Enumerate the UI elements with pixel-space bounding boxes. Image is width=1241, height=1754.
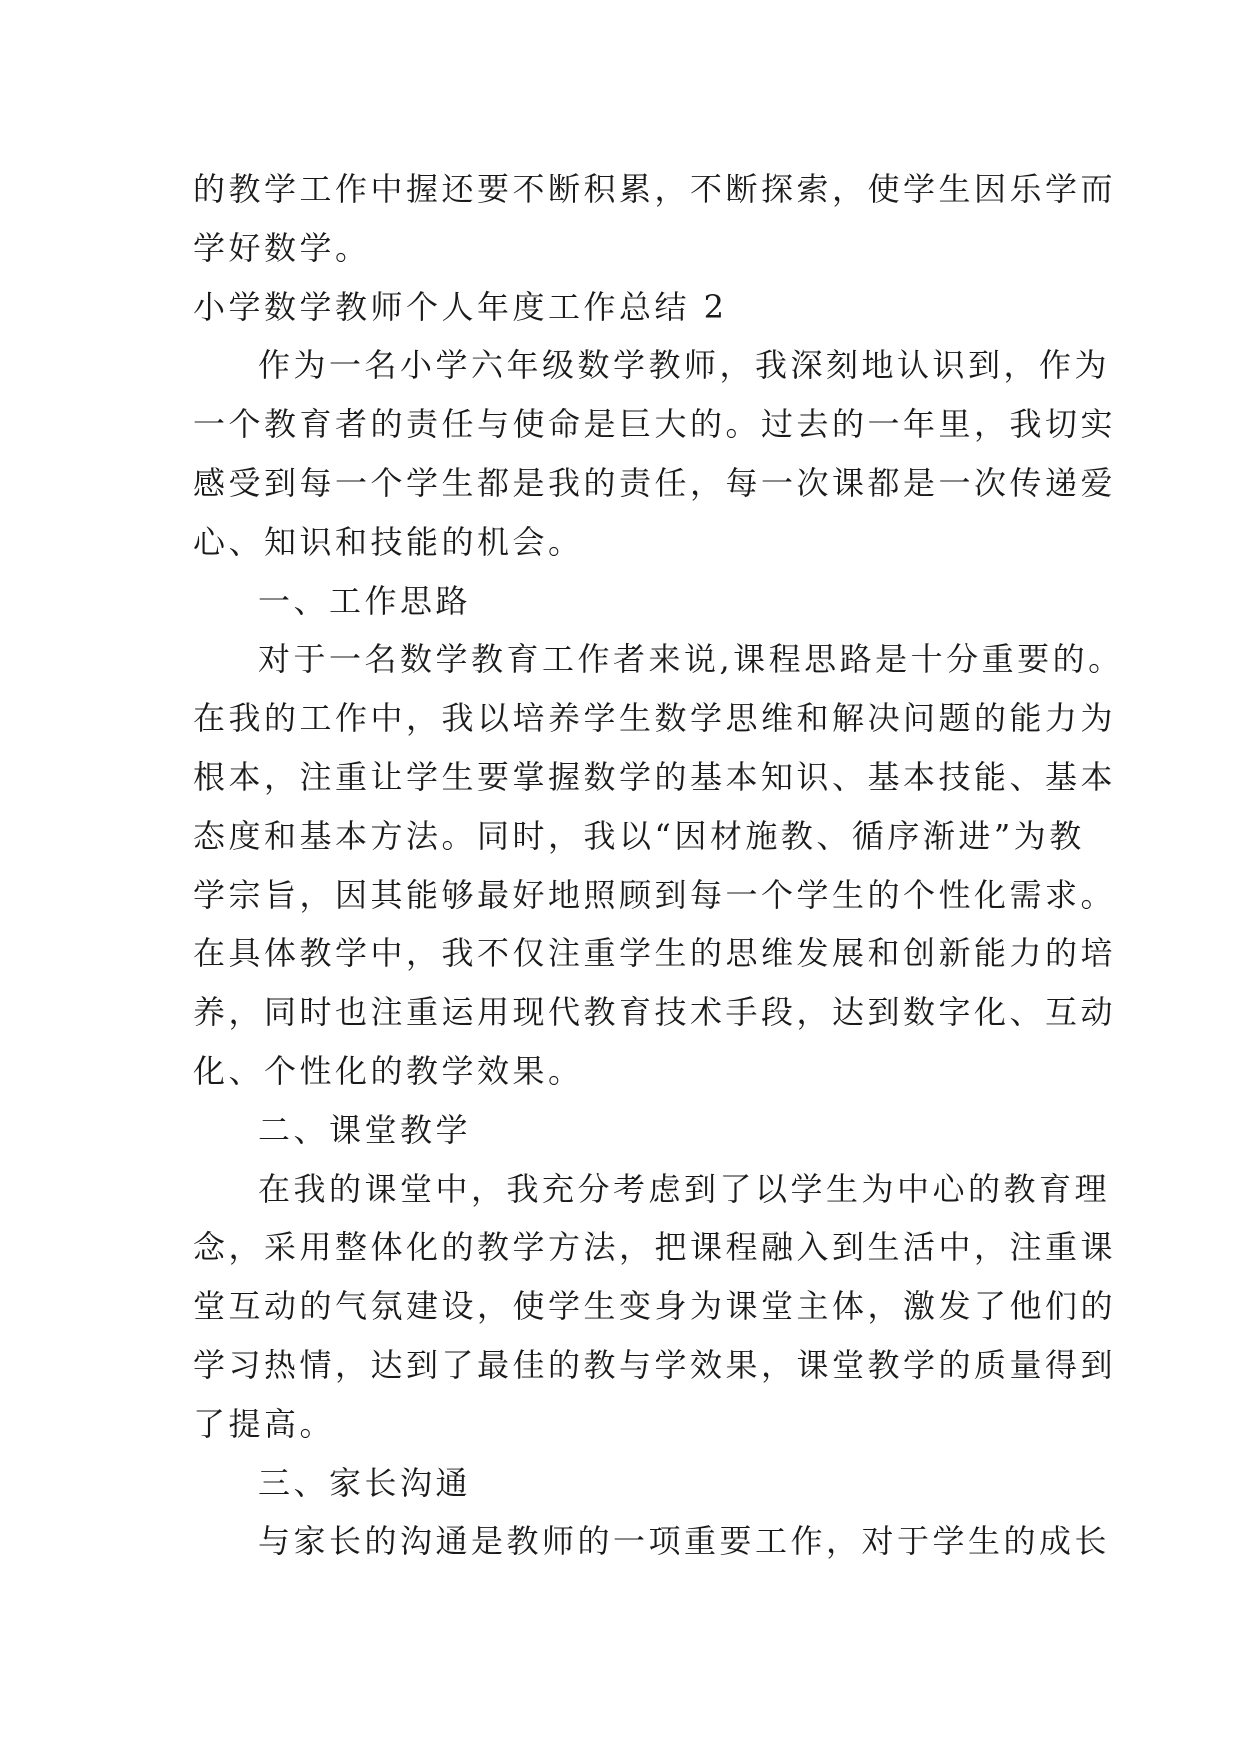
document-title: 小学数学教师个人年度工作总结 2 <box>193 287 728 326</box>
section1-line-2: 在我的工作中，我以培养学生数学思维和解决问题的能力为 <box>193 699 1117 738</box>
intro-line-2: 一个教育者的责任与使命是巨大的。过去的一年里，我切实 <box>193 405 1117 444</box>
section2-line-2: 念，采用整体化的教学方法，把课程融入到生活中，注重课 <box>193 1228 1117 1267</box>
section1-line-3: 根本，注重让学生要掌握数学的基本知识、基本技能、基本 <box>193 757 1117 796</box>
continuation-line-2: 学好数学。 <box>193 228 371 267</box>
section1-line-4: 态度和基本方法。同时，我以“因材施教、循序渐进”为教 <box>193 816 1085 855</box>
section1-line-5: 学宗旨，因其能够最好地照顾到每一个学生的个性化需求。 <box>193 875 1117 914</box>
section2-line-3: 堂互动的气氛建设，使学生变身为课堂主体，激发了他们的 <box>193 1287 1117 1326</box>
intro-line-3: 感受到每一个学生都是我的责任，每一次课都是一次传递爱 <box>193 463 1117 502</box>
intro-line-1: 作为一名小学六年级数学教师，我深刻地认识到，作为 <box>258 346 1111 385</box>
section1-line-6: 在具体教学中，我不仅注重学生的思维发展和创新能力的培 <box>193 934 1117 973</box>
document-body <box>193 160 1124 1571</box>
section2-heading: 二、课堂教学 <box>258 1110 472 1149</box>
section2-line-5: 了提高。 <box>193 1404 336 1443</box>
section1-heading: 一、工作思路 <box>258 581 472 620</box>
section1-line-1: 对于一名数学教育工作者来说,课程思路是十分重要的。 <box>258 640 1124 679</box>
section3-heading: 三、家长沟通 <box>258 1463 472 1502</box>
section2-line-4: 学习热情，达到了最佳的教与学效果，课堂教学的质量得到 <box>193 1345 1117 1384</box>
section1-line-7: 养，同时也注重运用现代教育技术手段，达到数字化、互动 <box>193 993 1117 1032</box>
section2-line-1: 在我的课堂中，我充分考虑到了以学生为中心的教育理 <box>258 1169 1111 1208</box>
intro-line-4: 心、知识和技能的机会。 <box>193 522 584 561</box>
continuation-line-1: 的教学工作中握还要不断积累，不断探索，使学生因乐学而 <box>193 170 1117 208</box>
section3-line-1: 与家长的沟通是教师的一项重要工作，对于学生的成长 <box>258 1522 1111 1561</box>
section1-line-8: 化、个性化的教学效果。 <box>193 1051 584 1090</box>
